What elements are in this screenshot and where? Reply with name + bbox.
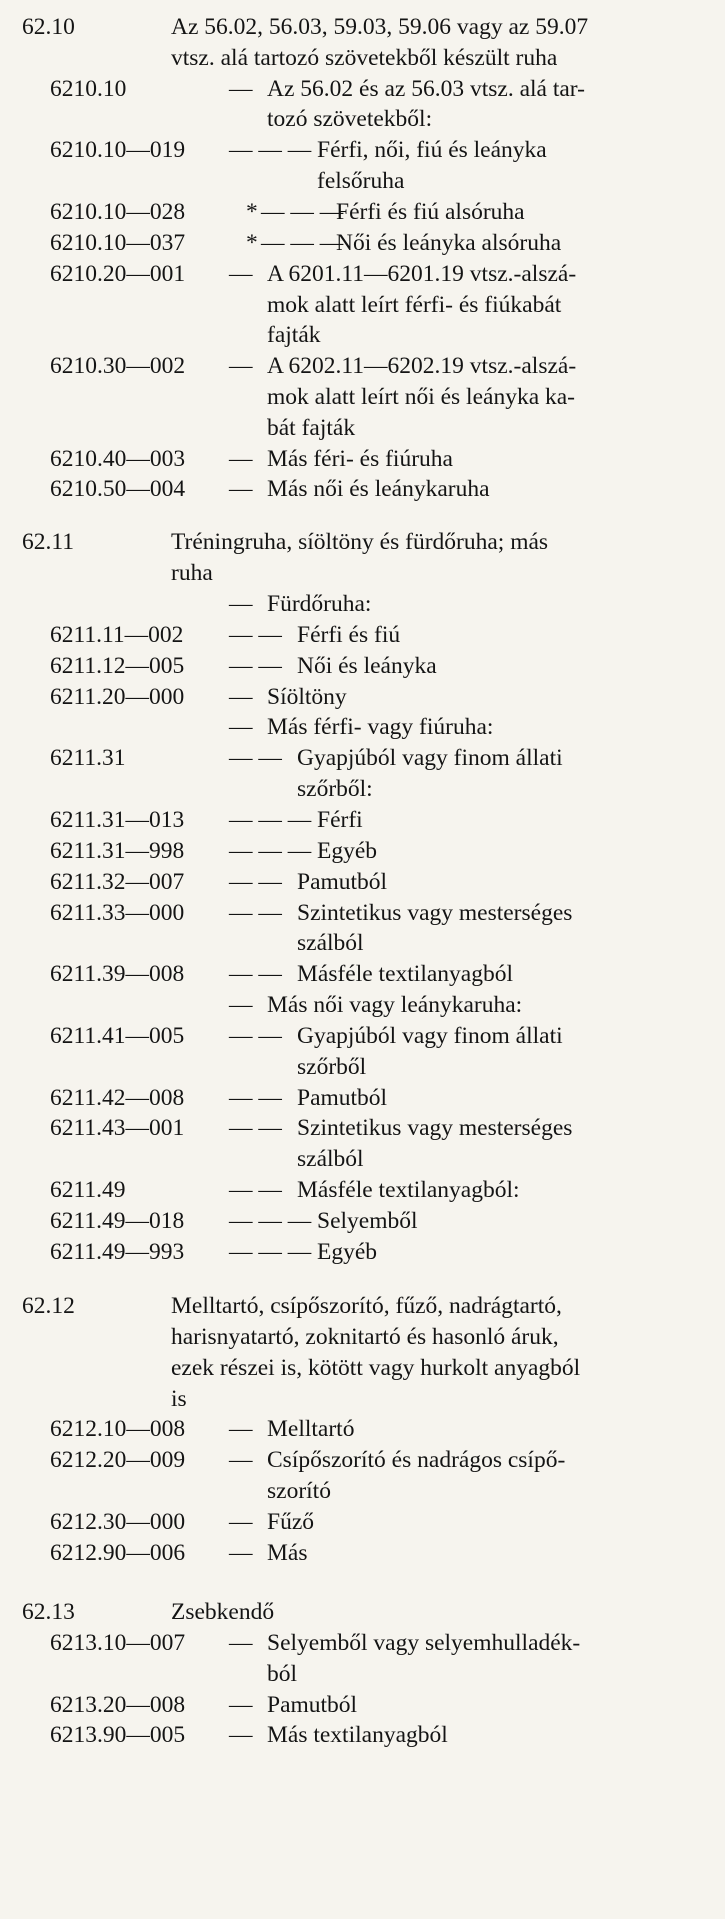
indent-dashes: — — [229, 653, 282, 679]
tariff-row [0, 651, 725, 681]
tariff-row [0, 898, 725, 928]
item-code: 6211.11—002 [50, 622, 184, 648]
indent-dashes: — [229, 1509, 253, 1535]
tariff-row-cont [0, 166, 725, 196]
indent-dashes: — [229, 1692, 253, 1718]
tariff-subheading [0, 589, 725, 619]
heading-62-11 [0, 527, 725, 557]
item-description: bát fajták [267, 415, 356, 441]
tariff-row [0, 959, 725, 989]
tariff-row [0, 743, 725, 773]
item-description: Pamutból [297, 1085, 388, 1111]
tariff-row [0, 1628, 725, 1658]
indent-dashes: — — — [229, 1239, 312, 1265]
item-description: Más [267, 1540, 308, 1566]
tariff-row-cont [0, 1659, 725, 1689]
item-description: Női és leányka alsóruha [336, 230, 562, 256]
indent-dashes: — — — [261, 199, 344, 225]
item-description: Női és leányka [297, 653, 437, 679]
item-description: Más női vagy leánykaruha: [267, 992, 523, 1018]
item-code: 6210.20—001 [50, 261, 186, 287]
heading-text: harisnyatartó, zoknitartó és hasonló áruk, [171, 1324, 559, 1350]
item-description: Más féri- és fiúruha [267, 446, 453, 472]
indent-dashes: — [229, 76, 253, 102]
indent-dashes: — [229, 261, 253, 287]
item-description: Pamutból [297, 869, 388, 895]
item-code: 6211.20—000 [50, 684, 185, 710]
indent-dashes: — [229, 446, 253, 472]
item-description: Pamutból [267, 1692, 358, 1718]
item-code: 6211.31 [50, 745, 126, 771]
indent-dashes: — — [229, 1023, 282, 1049]
indent-dashes: — — [229, 900, 282, 926]
item-code: 6213.10—007 [50, 1630, 186, 1656]
heading-text: ruha [171, 560, 213, 586]
item-code: 6213.20—008 [50, 1692, 186, 1718]
item-description: Csípőszorító és nadrágos csípő- [267, 1447, 566, 1473]
indent-dashes: — [229, 992, 253, 1018]
tariff-row [0, 1507, 725, 1537]
tariff-row [0, 74, 725, 104]
tariff-row-cont [0, 928, 725, 958]
heading-text: Zsebkendő [171, 1599, 275, 1625]
heading-62-13 [0, 1597, 725, 1627]
item-description: Szintetikus vagy mesterséges [297, 1115, 573, 1141]
heading-code: 62.11 [22, 529, 75, 555]
item-description: szálból [297, 930, 364, 956]
item-description: ból [267, 1661, 298, 1687]
indent-dashes: — — — [261, 230, 344, 256]
item-code: 6211.41—005 [50, 1023, 185, 1049]
item-description: tozó szövetekből: [267, 106, 433, 132]
item-description: Más férfi- vagy fiúruha: [267, 714, 494, 740]
tariff-row-cont [0, 104, 725, 134]
item-code: 6211.31—013 [50, 807, 185, 833]
tariff-row [0, 1113, 725, 1143]
item-description: Fűző [267, 1509, 314, 1535]
tariff-row [0, 805, 725, 835]
item-code: 6211.49—993 [50, 1239, 185, 1265]
tariff-row-cont [0, 1144, 725, 1174]
heading-code: 62.12 [22, 1293, 75, 1319]
item-description: Az 56.02 és az 56.03 vtsz. alá tar- [267, 76, 585, 102]
tariff-row [0, 259, 725, 289]
tariff-row [0, 1175, 725, 1205]
item-description: szorító [267, 1478, 331, 1504]
footnote-star: * [246, 230, 258, 256]
item-code: 6210.50—004 [50, 476, 186, 502]
indent-dashes: — — — [229, 137, 312, 163]
tariff-row [0, 1237, 725, 1267]
tariff-row [0, 351, 725, 381]
tariff-row [0, 1720, 725, 1750]
tariff-row-cont [0, 774, 725, 804]
item-code: 6211.33—000 [50, 900, 185, 926]
indent-dashes: — [229, 1722, 253, 1748]
tariff-row-cont [0, 413, 725, 443]
item-description: Síöltöny [267, 684, 347, 710]
item-code: 6212.20—009 [50, 1447, 186, 1473]
item-description: Szintetikus vagy mesterséges [297, 900, 573, 926]
item-description: Fürdőruha: [267, 591, 372, 617]
item-description: fajták [267, 322, 321, 348]
tariff-subheading [0, 712, 725, 742]
item-description: Másféle textilanyagból [297, 961, 513, 987]
item-description: szálból [297, 1146, 364, 1172]
item-code: 6210.10 [50, 76, 127, 102]
item-code: 6210.40—003 [50, 446, 186, 472]
indent-dashes: — [229, 353, 253, 379]
item-description: Selyemből [317, 1208, 418, 1234]
indent-dashes: — — — [229, 807, 312, 833]
item-description: A 6202.11—6202.19 vtsz.-alszá- [267, 353, 577, 379]
item-code: 6212.90—006 [50, 1540, 186, 1566]
item-code: 6210.10—019 [50, 137, 186, 163]
indent-dashes: — [229, 591, 253, 617]
item-code: 6210.30—002 [50, 353, 186, 379]
tariff-row [0, 620, 725, 650]
item-code: 6212.10—008 [50, 1416, 186, 1442]
item-description: mok alatt leírt férfi- és fiúkabát [267, 292, 562, 318]
tariff-row-cont [0, 320, 725, 350]
tariff-row [0, 682, 725, 712]
item-code: 6211.49 [50, 1177, 126, 1203]
indent-dashes: — — [229, 961, 282, 987]
item-code: 6211.32—007 [50, 869, 185, 895]
item-description: Melltartó [267, 1416, 355, 1442]
tariff-row [0, 1021, 725, 1051]
item-description: Másféle textilanyagból: [297, 1177, 520, 1203]
heading-62-12-cont [0, 1353, 725, 1383]
tariff-row [0, 135, 725, 165]
indent-dashes: — — [229, 622, 282, 648]
item-code: 6211.31—998 [50, 838, 185, 864]
item-code: 6211.39—008 [50, 961, 185, 987]
indent-dashes: — [229, 714, 253, 740]
item-description: szőrből: [297, 776, 373, 802]
item-code: 6211.12—005 [50, 653, 185, 679]
heading-text: Melltartó, csípőszorító, fűző, nadrágtartó, [171, 1293, 562, 1319]
item-description: Gyapjúból vagy finom állati [297, 745, 563, 771]
item-description: Férfi [317, 807, 363, 833]
indent-dashes: — — [229, 1085, 282, 1111]
tariff-row [0, 197, 725, 227]
heading-text: Az 56.02, 56.03, 59.03, 59.06 vagy az 59.07 [171, 14, 589, 40]
tariff-row [0, 1690, 725, 1720]
item-code: 6211.49—018 [50, 1208, 185, 1234]
item-description: Férfi és fiú [297, 622, 401, 648]
heading-62-10-cont [0, 43, 725, 73]
tariff-subheading [0, 990, 725, 1020]
heading-62-12-cont [0, 1322, 725, 1352]
item-description: felsőruha [317, 168, 405, 194]
item-description: A 6201.11—6201.19 vtsz.-alszá- [267, 261, 577, 287]
item-description: Más női és leánykaruha [267, 476, 490, 502]
item-description: Selyemből vagy selyemhulladék- [267, 1630, 581, 1656]
item-code: 6211.43—001 [50, 1115, 185, 1141]
item-code: 6213.90—005 [50, 1722, 186, 1748]
indent-dashes: — [229, 684, 253, 710]
heading-62-10 [0, 12, 725, 42]
tariff-row [0, 867, 725, 897]
heading-text: Tréningruha, síöltöny és fürdőruha; más [171, 529, 549, 555]
item-description: Más textilanyagból [267, 1722, 448, 1748]
item-code: 6210.10—028 [50, 199, 186, 225]
item-description: Gyapjúból vagy finom állati [297, 1023, 563, 1049]
tariff-row-cont [0, 382, 725, 412]
indent-dashes: — — [229, 745, 282, 771]
item-description: Férfi, női, fiú és leányka [317, 137, 547, 163]
tariff-row-cont [0, 1476, 725, 1506]
heading-text: is [171, 1386, 187, 1412]
item-description: Egyéb [317, 838, 378, 864]
heading-code: 62.10 [22, 14, 75, 40]
item-description: mok alatt leírt női és leányka ka- [267, 384, 576, 410]
indent-dashes: — [229, 476, 253, 502]
tariff-row-cont [0, 1052, 725, 1082]
heading-62-11-cont [0, 558, 725, 588]
heading-text: ezek részei is, kötött vagy hurkolt anyagból [171, 1355, 581, 1381]
tariff-row [0, 1206, 725, 1236]
tariff-row-cont [0, 290, 725, 320]
tariff-row [0, 1538, 725, 1568]
indent-dashes: — — — [229, 838, 312, 864]
tariff-row [0, 1083, 725, 1113]
heading-62-12 [0, 1291, 725, 1321]
item-code: 6210.10—037 [50, 230, 186, 256]
heading-text: vtsz. alá tartozó szövetekből készült ruha [171, 45, 558, 71]
indent-dashes: — [229, 1447, 253, 1473]
indent-dashes: — [229, 1540, 253, 1566]
tariff-row [0, 228, 725, 258]
heading-code: 62.13 [22, 1599, 75, 1625]
indent-dashes: — — [229, 1115, 282, 1141]
item-description: Férfi és fiú alsóruha [336, 199, 525, 225]
indent-dashes: — — — [229, 1208, 312, 1234]
item-code: 6212.30—000 [50, 1509, 186, 1535]
tariff-row [0, 1445, 725, 1475]
indent-dashes: — — [229, 869, 282, 895]
indent-dashes: — [229, 1416, 253, 1442]
tariff-row [0, 1414, 725, 1444]
indent-dashes: — [229, 1630, 253, 1656]
item-description: szőrből [297, 1054, 367, 1080]
tariff-row [0, 836, 725, 866]
footnote-star: * [246, 199, 258, 225]
indent-dashes: — — [229, 1177, 282, 1203]
tariff-row [0, 444, 725, 474]
item-code: 6211.42—008 [50, 1085, 185, 1111]
item-description: Egyéb [317, 1239, 378, 1265]
tariff-row [0, 474, 725, 504]
heading-62-12-cont [0, 1384, 725, 1414]
